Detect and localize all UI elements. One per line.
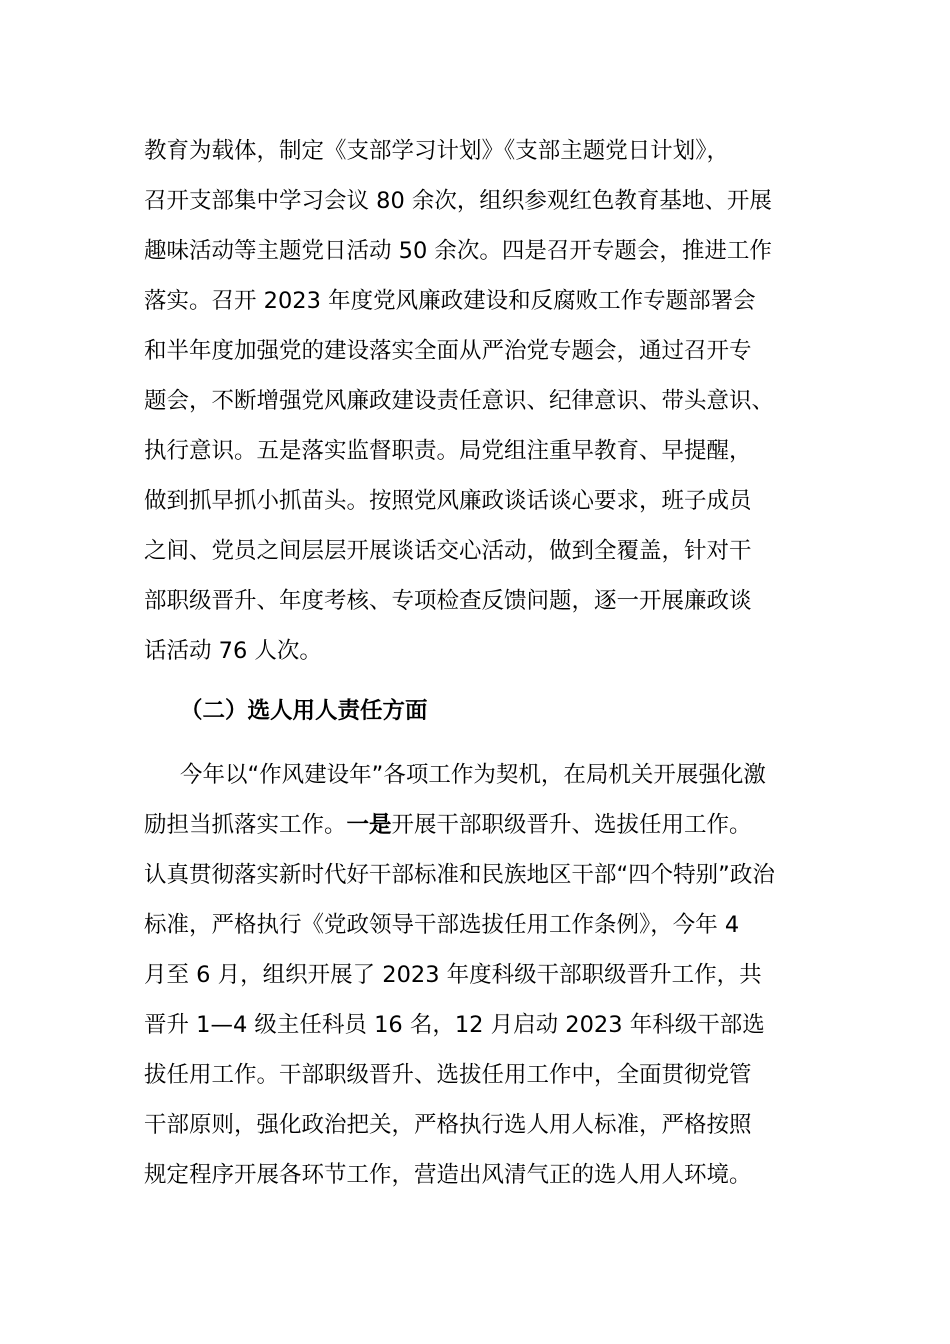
paragraph-line: 干部原则，强化政治把关，严格执行选人用人标准，严格按照 xyxy=(144,1112,752,1138)
paragraph-line: 执行意识。五是落实监督职责。局党组注重早教育、早提醒， xyxy=(144,438,752,464)
paragraph-line: 之间、党员之间层层开展谈话交心活动，做到全覆盖，针对干 xyxy=(144,538,752,564)
paragraph-line: 召开支部集中学习会议 80 余次，组织参观红色教育基地、开展 xyxy=(144,188,772,214)
paragraph-line xyxy=(144,810,752,840)
paragraph-line: 今年以“作风建设年”各项工作为契机，在局机关开展强化激 xyxy=(180,762,766,788)
paragraph-line: 话活动 76 人次。 xyxy=(144,638,322,664)
paragraph-line: 月至 6 月，组织开展了 2023 年度科级干部职级晋升工作，共 xyxy=(144,962,762,988)
paragraph-line: 教育为载体，制定《支部学习计划》《支部主题党日计划》， xyxy=(144,138,730,164)
paragraph-line: 规定程序开展各环节工作，营造出风清气正的选人用人环境。 xyxy=(144,1162,752,1188)
text-run: 开展干部职级晋升、选拔任用工作。 xyxy=(391,812,752,838)
bold-emphasis: 一是 xyxy=(346,812,392,838)
paragraph-line: 做到抓早抓小抓苗头。按照党风廉政谈话谈心要求，班子成员 xyxy=(144,488,752,514)
paragraph-line: 题会，不断增强党风廉政建设责任意识、纪律意识、带头意识、 xyxy=(144,388,775,414)
paragraph-line: 标准，严格执行《党政领导干部选拔任用工作条例》，今年 4 xyxy=(144,912,740,938)
text-run: 励担当抓落实工作。 xyxy=(144,812,347,838)
paragraph-line: 认真贯彻落实新时代好干部标准和民族地区干部“四个特别”政治 xyxy=(144,862,775,888)
paragraph-line: 落实。召开 2023 年度党风廉政建设和反腐败工作专题部署会 xyxy=(144,288,756,314)
paragraph-line: 趣味活动等主题党日活动 50 余次。四是召开专题会，推进工作 xyxy=(144,238,772,264)
paragraph-line: 部职级晋升、年度考核、专项检查反馈问题，逐一开展廉政谈 xyxy=(144,588,752,614)
paragraph-line: 晋升 1—4 级主任科员 16 名，12 月启动 2023 年科级干部选 xyxy=(144,1012,765,1038)
paragraph-line: 和半年度加强党的建设落实全面从严治党专题会，通过召开专 xyxy=(144,338,752,364)
paragraph-line: 拔任用工作。干部职级晋升、选拔任用工作中，全面贯彻党管 xyxy=(144,1062,752,1088)
section-heading: （二）选人用人责任方面 xyxy=(180,698,428,724)
